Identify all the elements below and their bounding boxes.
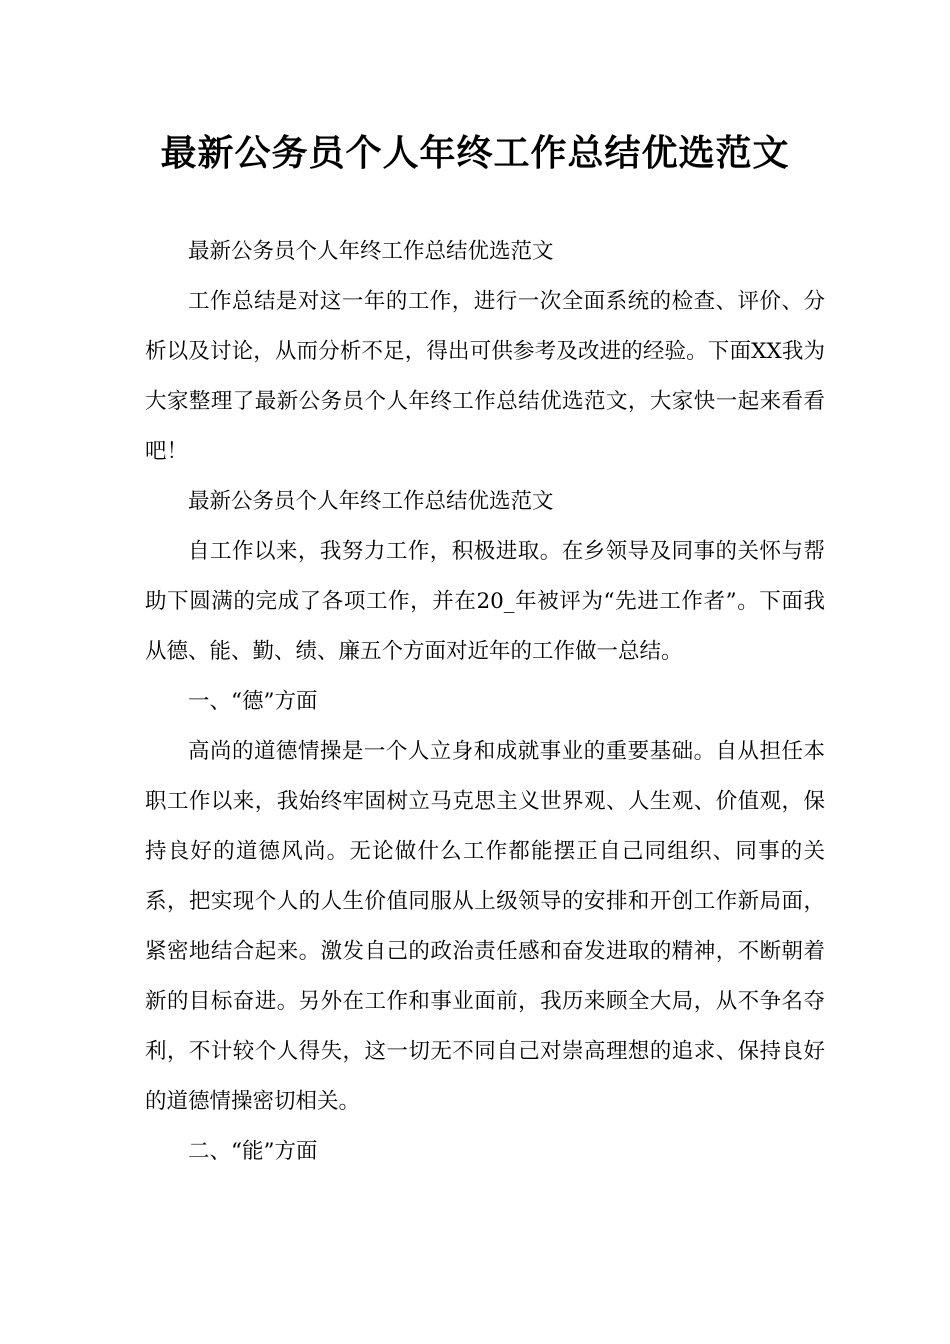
document-title: 最新公务员个人年终工作总结优选范文: [160, 133, 790, 174]
paragraph-subtitle: 最新公务员个人年终工作总结优选范文: [188, 239, 554, 264]
paragraph-overview: 自工作以来，我努力工作，积极进取。在乡领导及同事的关怀与帮助下圆满的完成了各项工作，并在20_年被评为“先进工作者”。下面我从德、能、勤、绩、廉五个方面对近年的工作做一总结。: [145, 539, 825, 664]
section-heading-neng: 二、“能”方面: [188, 1139, 318, 1164]
paragraph-subtitle-repeat: 最新公务员个人年终工作总结优选范文: [188, 489, 554, 514]
section-heading-de: 一、“德”方面: [188, 689, 318, 714]
paragraph-intro: 工作总结是对这一年的工作，进行一次全面系统的检查、评价、分析以及讨论，从而分析不足，得出可供参考及改进的经验。下面XX我为大家整理了最新公务员个人年终工作总结优选范文，大家快一起来看看吧！: [145, 289, 825, 464]
document-body: [145, 227, 825, 1177]
paragraph-de-content: 高尚的道德情操是一个人立身和成就事业的重要基础。自从担任本职工作以来，我始终牢固树立马克思主义世界观、人生观、价值观，保持良好的道德风尚。无论做什么工作都能摆正自己同组织、同事的关系，把实现个人的人生价值同服从上级领导的安排和开创工作新局面，紧密地结合起来。激发自己的政治责任感和奋发进取的精神，不断朝着新的目标奋进。另外在工作和事业面前，我历来顾全大局，从不争名夺利，不计较个人得失，这一切无不同自己对崇高理想的追求、保持良好的道德情操密切相关。: [145, 739, 825, 1114]
